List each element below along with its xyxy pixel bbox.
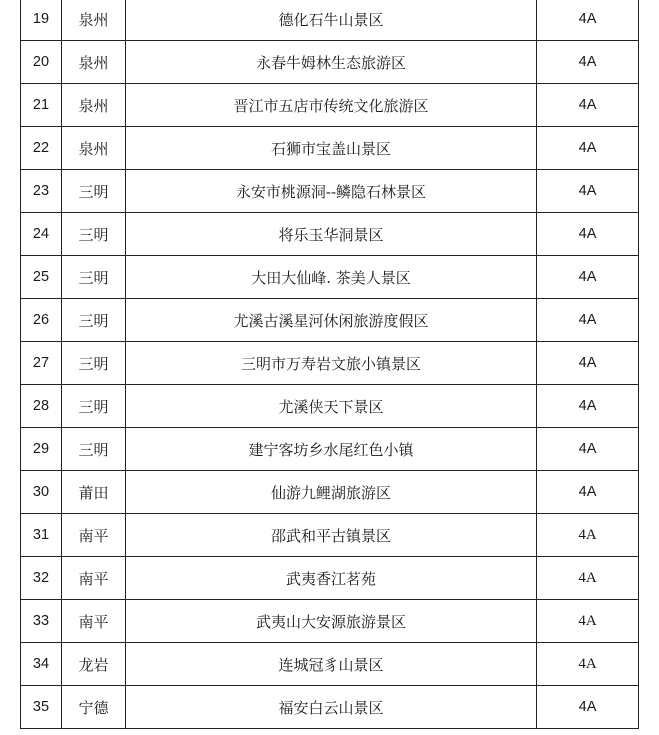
row-city: 南平 [62, 600, 126, 643]
row-city: 泉州 [62, 41, 126, 84]
row-number: 29 [21, 428, 62, 471]
row-scenic-name: 晋江市五店市传统文化旅游区 [126, 84, 537, 127]
row-scenic-name: 福安白云山景区 [126, 686, 537, 729]
row-scenic-name: 将乐玉华洞景区 [126, 213, 537, 256]
row-number: 22 [21, 127, 62, 170]
row-number: 34 [21, 643, 62, 686]
row-scenic-name: 邵武和平古镇景区 [126, 514, 537, 557]
row-level: 4A [537, 385, 639, 428]
row-number: 27 [21, 342, 62, 385]
row-level: 4A [537, 170, 639, 213]
table-row [21, 342, 639, 385]
row-level: 4A [537, 41, 639, 84]
row-number: 35 [21, 686, 62, 729]
row-number: 26 [21, 299, 62, 342]
table-row [21, 84, 639, 127]
row-number: 31 [21, 514, 62, 557]
row-number: 30 [21, 471, 62, 514]
table-row [21, 170, 639, 213]
row-number: 20 [21, 41, 62, 84]
table-row [21, 471, 639, 514]
row-scenic-name: 永春牛姆林生态旅游区 [126, 41, 537, 84]
row-level: 4A [537, 428, 639, 471]
row-scenic-name: 仙游九鲤湖旅游区 [126, 471, 537, 514]
row-level: 4A [537, 514, 639, 557]
table-row [21, 299, 639, 342]
row-number: 25 [21, 256, 62, 299]
table-row [21, 514, 639, 557]
row-number: 32 [21, 557, 62, 600]
row-city: 泉州 [62, 84, 126, 127]
row-level: 4A [537, 0, 639, 41]
row-scenic-name: 尤溪侠天下景区 [126, 385, 537, 428]
row-city: 三明 [62, 170, 126, 213]
table-row [21, 127, 639, 170]
row-city: 三明 [62, 428, 126, 471]
row-level: 4A [537, 471, 639, 514]
table-row [21, 557, 639, 600]
row-city: 宁德 [62, 686, 126, 729]
table-row [21, 428, 639, 471]
row-city: 泉州 [62, 0, 126, 41]
table-row [21, 0, 639, 41]
row-level: 4A [537, 557, 639, 600]
row-scenic-name: 永安市桃源洞--鳞隐石林景区 [126, 170, 537, 213]
row-level: 4A [537, 213, 639, 256]
row-number: 28 [21, 385, 62, 428]
scenic-spot-table [20, 0, 639, 729]
row-scenic-name: 尤溪古溪星河休闲旅游度假区 [126, 299, 537, 342]
table-row [21, 256, 639, 299]
table-row [21, 600, 639, 643]
row-city: 三明 [62, 213, 126, 256]
row-number: 23 [21, 170, 62, 213]
row-city: 南平 [62, 514, 126, 557]
row-level: 4A [537, 643, 639, 686]
row-city: 泉州 [62, 127, 126, 170]
row-city: 莆田 [62, 471, 126, 514]
row-city: 龙岩 [62, 643, 126, 686]
table-body [21, 0, 639, 729]
row-city: 三明 [62, 342, 126, 385]
row-city: 三明 [62, 256, 126, 299]
table-row [21, 385, 639, 428]
row-level: 4A [537, 256, 639, 299]
row-level: 4A [537, 600, 639, 643]
scenic-spot-table-page [20, 0, 638, 729]
row-level: 4A [537, 84, 639, 127]
row-scenic-name: 大田大仙峰. 茶美人景区 [126, 256, 537, 299]
row-city: 三明 [62, 385, 126, 428]
row-level: 4A [537, 686, 639, 729]
table-row [21, 213, 639, 256]
row-level: 4A [537, 299, 639, 342]
row-scenic-name: 德化石牛山景区 [126, 0, 537, 41]
row-city: 三明 [62, 299, 126, 342]
row-number: 24 [21, 213, 62, 256]
table-row [21, 643, 639, 686]
row-number: 33 [21, 600, 62, 643]
row-number: 19 [21, 0, 62, 41]
row-city: 南平 [62, 557, 126, 600]
row-scenic-name: 连城冠豸山景区 [126, 643, 537, 686]
table-row [21, 41, 639, 84]
row-scenic-name: 武夷香江茗苑 [126, 557, 537, 600]
row-scenic-name: 石狮市宝盖山景区 [126, 127, 537, 170]
row-scenic-name: 建宁客坊乡水尾红色小镇 [126, 428, 537, 471]
row-scenic-name: 武夷山大安源旅游景区 [126, 600, 537, 643]
row-level: 4A [537, 127, 639, 170]
row-level: 4A [537, 342, 639, 385]
row-number: 21 [21, 84, 62, 127]
row-scenic-name: 三明市万寿岩文旅小镇景区 [126, 342, 537, 385]
table-row [21, 686, 639, 729]
